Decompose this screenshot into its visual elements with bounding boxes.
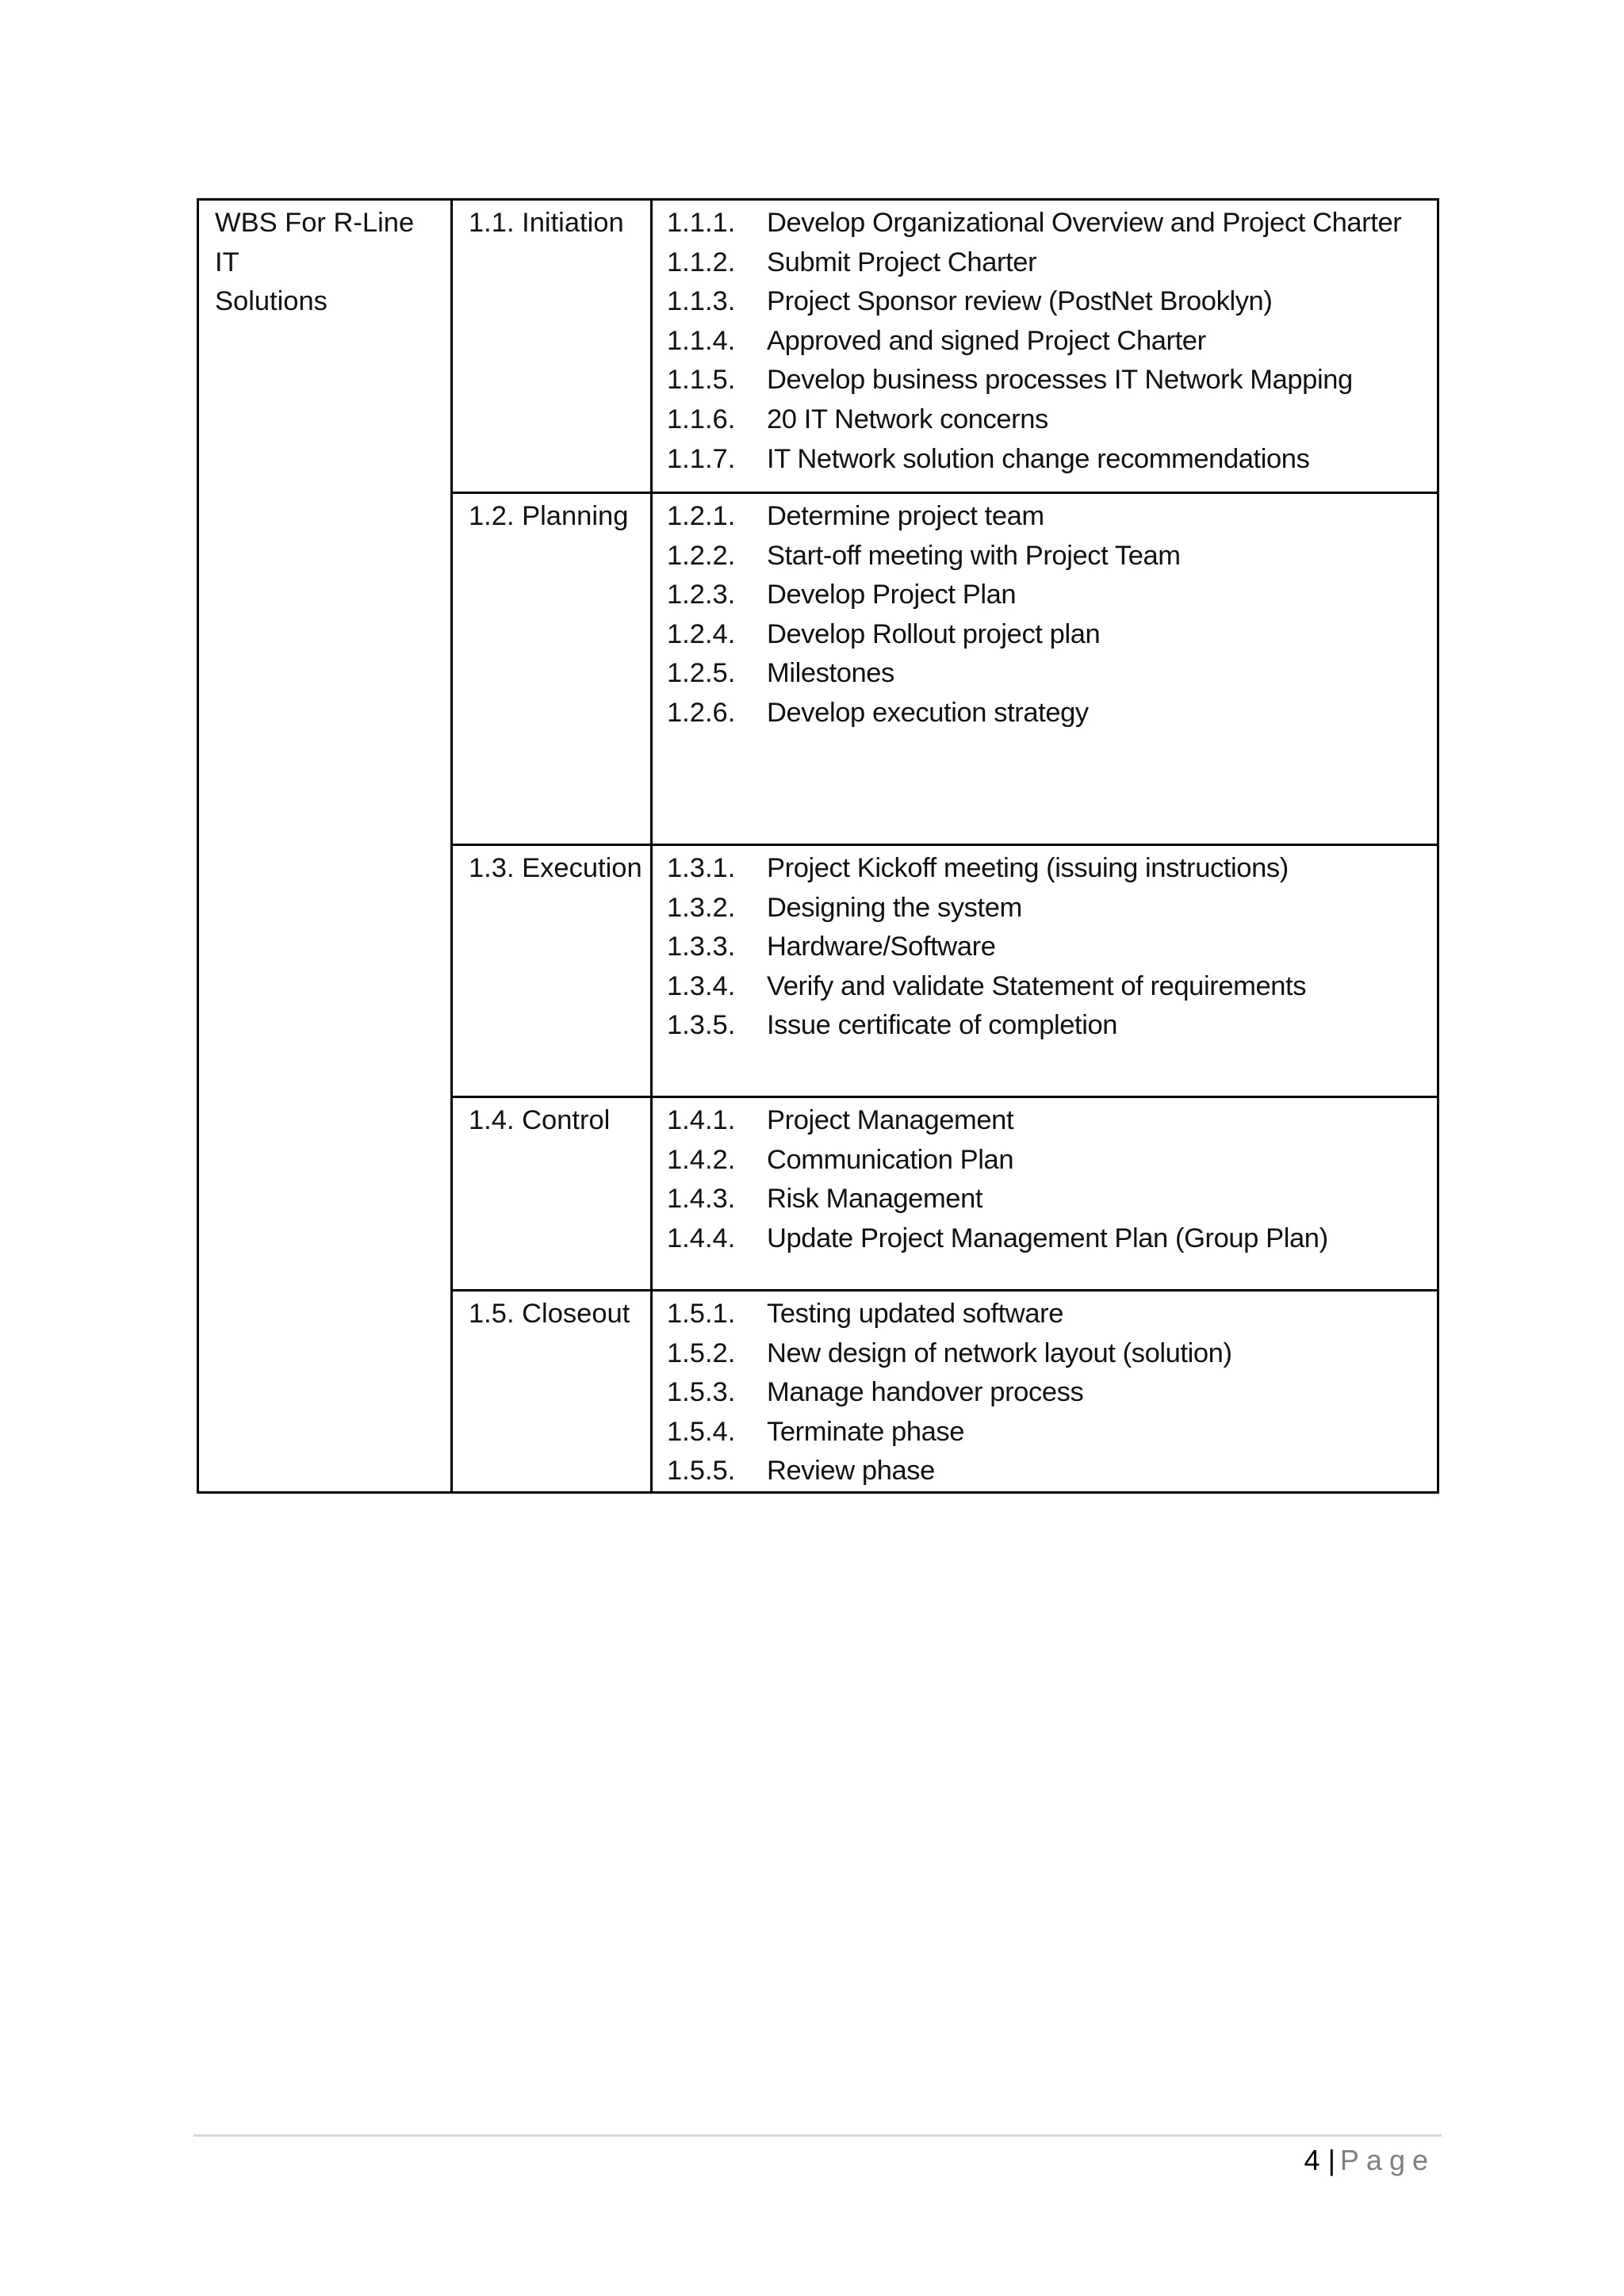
task-text: Develop execution strategy [767,697,1089,728]
task-text: Testing updated software [767,1299,1063,1329]
task-item [667,497,1431,537]
task-number: 1.3.2. [667,892,736,923]
task-item [667,282,1431,322]
task-item [667,1141,1431,1181]
task-number: 1.1.7. [667,443,736,474]
wbs-root-title-line: WBS For R-Line IT [215,208,415,277]
task-item [667,440,1431,480]
task-item [667,1413,1431,1452]
phase-label: 1.5. Closeout [452,1291,652,1493]
task-number: 1.5.2. [667,1337,736,1368]
task-text: Start-off meeting with Project Team [767,540,1181,571]
task-item [667,361,1431,400]
phase-row [198,200,1438,493]
task-text: Risk Management [767,1184,983,1215]
task-number: 1.3.4. [667,970,736,1001]
task-list [652,1291,1438,1493]
task-item [667,1334,1431,1374]
task-item [667,615,1431,655]
task-number: 1.1.1. [667,208,736,238]
task-text: New design of network layout (solution) [767,1337,1232,1368]
task-item [667,243,1431,283]
task-text: Update Project Management Plan (Group Plan) [767,1223,1328,1253]
task-number: 1.2.5. [667,658,736,689]
task-item [667,204,1431,243]
task-number: 1.2.3. [667,580,736,610]
task-text: Manage handover process [767,1377,1084,1408]
task-text: Verify and validate Statement of requirements [767,970,1307,1001]
task-number: 1.1.4. [667,325,736,356]
phase-label: 1.1. Initiation [452,200,652,493]
task-text: Develop business processes IT Network Mapping [767,365,1353,396]
task-number: 1.3.3. [667,932,736,962]
task-number: 1.5.4. [667,1416,736,1447]
task-text: Project Kickoff meeting (issuing instructions) [767,853,1289,883]
task-number: 1.4.1. [667,1105,736,1135]
task-text: Develop Organizational Overview and Project Charter [767,208,1402,238]
task-text: Submit Project Charter [767,247,1037,277]
task-list [652,845,1438,1097]
wbs-table [197,198,1439,1494]
task-text: Communication Plan [767,1144,1014,1175]
task-number: 1.2.1. [667,501,736,531]
task-text: Develop Project Plan [767,580,1017,610]
task-item [667,1101,1431,1141]
task-item [667,400,1431,440]
task-number: 1.1.6. [667,404,736,434]
task-number: 1.2.2. [667,540,736,571]
task-text: Review phase [767,1456,935,1487]
task-number: 1.1.2. [667,247,736,277]
task-text: Project Management [767,1105,1014,1135]
task-number: 1.2.6. [667,697,736,728]
task-item [667,537,1431,576]
task-item [667,1373,1431,1413]
page-footer [1304,2141,1435,2180]
task-item [667,928,1431,967]
task-list [652,200,1438,493]
task-number: 1.5.3. [667,1377,736,1408]
task-text: Terminate phase [767,1416,965,1447]
wbs-root-title-line: Solutions [215,286,327,317]
phase-label: 1.4. Control [452,1097,652,1291]
phase-label: 1.2. Planning [452,493,652,845]
task-number: 1.5.1. [667,1299,736,1329]
task-item [667,1006,1431,1046]
task-item [667,1452,1431,1491]
task-text: Determine project team [767,501,1044,531]
task-text: IT Network solution change recommendations [767,443,1310,474]
task-item [667,1295,1431,1334]
task-item [667,1180,1431,1219]
phase-label: 1.3. Execution [452,845,652,1097]
task-item [667,654,1431,694]
page-label: Page [1339,2144,1435,2176]
footer-divider [193,2134,1442,2137]
task-number: 1.4.4. [667,1223,736,1253]
task-number: 1.4.2. [667,1144,736,1175]
task-list [652,1097,1438,1291]
task-text: Milestones [767,658,894,689]
task-item [667,967,1431,1007]
task-text: 20 IT Network concerns [767,404,1048,434]
wbs-root-cell [198,200,452,1493]
footer-separator: | [1327,2144,1335,2176]
task-number: 1.1.5. [667,365,736,396]
task-item [667,694,1431,733]
task-number: 1.3.5. [667,1010,736,1041]
task-number: 1.3.1. [667,853,736,883]
task-text: Develop Rollout project plan [767,618,1101,649]
task-number: 1.2.4. [667,618,736,649]
task-number: 1.4.3. [667,1184,736,1215]
task-text: Designing the system [767,892,1022,923]
task-text: Project Sponsor review (PostNet Brooklyn) [767,286,1273,317]
task-item [667,322,1431,362]
task-list [652,493,1438,845]
task-text: Issue certificate of completion [767,1010,1118,1041]
task-text: Hardware/Software [767,932,996,962]
task-number: 1.1.3. [667,286,736,317]
task-item [667,1219,1431,1259]
page-number: 4 [1304,2144,1320,2176]
task-item [667,576,1431,615]
task-item [667,849,1431,889]
task-text: Approved and signed Project Charter [767,325,1206,356]
task-number: 1.5.5. [667,1456,736,1487]
task-item [667,889,1431,928]
